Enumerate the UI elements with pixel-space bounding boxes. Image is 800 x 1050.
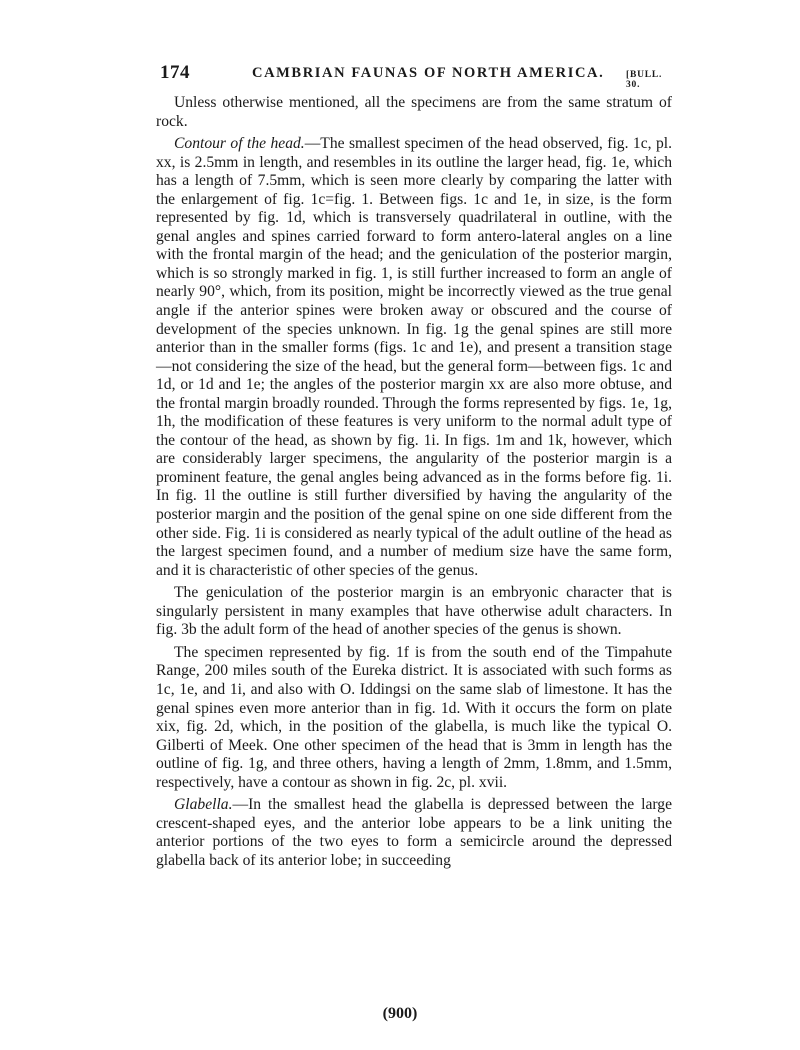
running-head: CAMBRIAN FAUNAS OF NORTH AMERICA.: [252, 65, 605, 81]
paragraph: [156, 584, 672, 640]
page-footer: (900): [382, 1005, 418, 1022]
paragraph: [156, 644, 672, 792]
bulletin-reference: [BULL. 30.: [626, 70, 663, 90]
section-heading-contour: Contour of the head.: [174, 135, 305, 153]
page-header: [156, 62, 672, 92]
section-heading-glabella: Glabella.: [174, 796, 233, 814]
paragraph: [156, 94, 672, 131]
paragraph: [156, 796, 672, 870]
body-text: [156, 94, 672, 870]
paragraph-text: The geniculation of the posterior margin is an embryonic character that is singularly persistent in many examples that have otherwise adult characters. In fig. 3b the adult form of the head of another species of the genus is shown.: [156, 584, 672, 639]
paragraph-text: Unless otherwise mentioned, all the specimens are from the same stratum of rock.: [156, 94, 672, 130]
paragraph-text: —The smallest specimen of the head observed, fig. 1c, pl. xx, is 2.5mm in length, and resembles in its outline the larger head, fig. 1e, which has a length of 7.5mm, which is seen more clearly by comparing the latter with the enlargement of fig. 1c=fig. 1. Between figs. 1c and 1e, in size, is the form represented by fig. 1d, which is transversely quadrilateral in outline, with the genal angles and spines carried forward to form antero-lateral angles on a line with the frontal margin of the head; and the geniculation of the posterior margin, which is so strongly marked in fig. 1, is still further increased to form an angle of nearly 90°, which, from its position, might be incorrectly viewed as the true genal angle if the anterior spines were broken away or obscured and the course of development of the species unknown. In fig. 1g the genal spines are still more anterior than in the smaller forms (figs. 1c and 1e), and present a transition stage—not considering the size of the head, but the general form—between figs. 1c and 1d, or 1d and 1e; the angles of the posterior margin xx are also more obtuse, and the frontal margin broadly rounded. Through the forms represented by figs. 1e, 1g, 1h, the modification of these features is very uniform to the normal adult type of the contour of the head, as shown by fig. 1i. In figs. 1m and 1k, however, which are considerably larger specimens, the angularity of the posterior margin is a prominent feature, the genal angles being advanced as in the forms before fig. 1i. In fig. 1l the outline is still further diversified by having the angularity of the posterior margin and the position of the genal spine on one side different from the other side. Fig. 1i is considered as nearly typical of the adult outline of the head as the largest specimen found, and a number of medium size have the same form, and it is characteristic of other species of the genus.: [156, 135, 673, 579]
paragraph-text: —In the smallest head the glabella is depressed between the large crescent-shaped eyes, and the anterior lobe appears to be a link uniting the anterior portions of the two eyes to form a semicircle around the depressed glabella back of its anterior lobe; in succeeding: [156, 796, 672, 869]
paragraph: [156, 135, 672, 580]
page-number: 174: [160, 62, 190, 83]
paragraph-text: The specimen represented by fig. 1f is from the south end of the Timpahute Range, 200 miles south of the Eureka district. It is associated with such forms as 1c, 1e, and 1i, and also with O. Iddingsi on the same slab of limestone. It has the genal spines even more anterior than in fig. 1d. With it occurs the form on plate xix, fig. 2d, which, in the position of the glabella, is much like the typical O. Gilberti of Meek. One other specimen of the head that is 3mm in length has the outline of fig. 1g, and three others, having a length of 2mm, 1.8mm, and 1.5mm, respectively, have a contour as shown in fig. 2c, pl. xvii.: [156, 643, 672, 791]
